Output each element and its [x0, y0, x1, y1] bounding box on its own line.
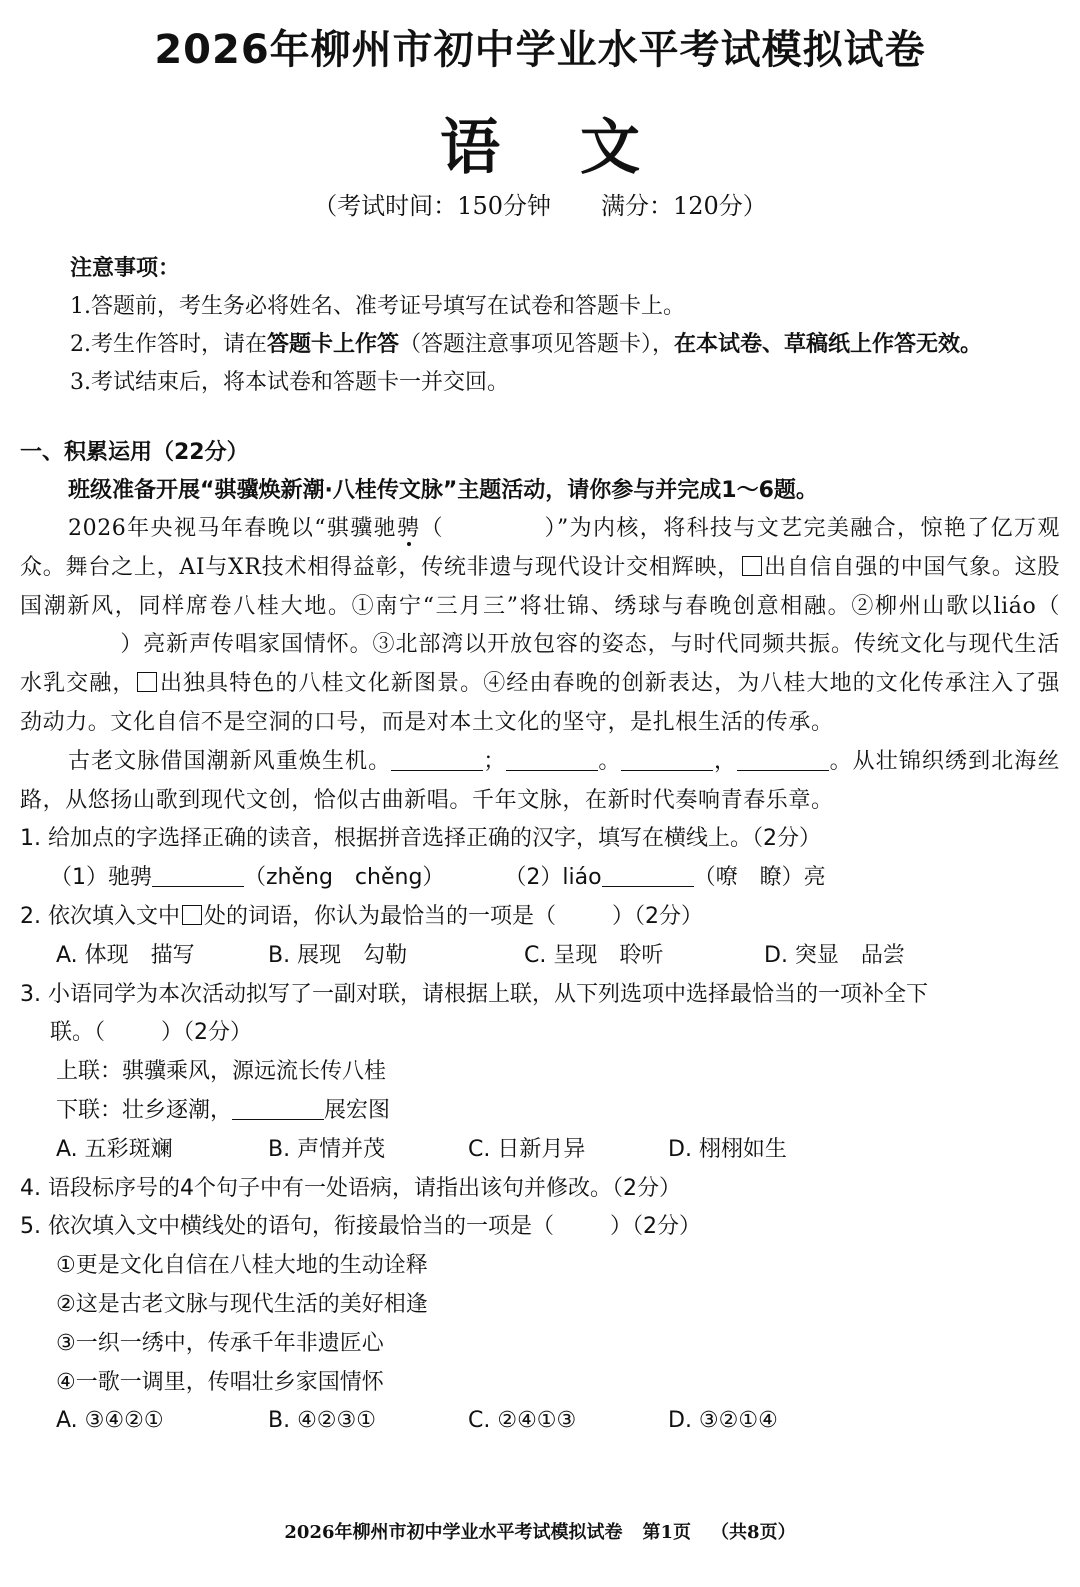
option-b[interactable]: B. 声情并茂 — [268, 1136, 386, 1162]
answer-line[interactable] — [621, 750, 713, 771]
notice-item-2 — [70, 326, 1060, 364]
exam-time: （考试时间：150分钟 — [313, 192, 551, 220]
option-a[interactable]: A. 体现 描写 — [56, 942, 195, 968]
fill-box[interactable] — [137, 672, 157, 692]
option-d[interactable]: D. 栩栩如生 — [668, 1136, 787, 1162]
fill-box[interactable] — [742, 556, 762, 576]
couplet-lower-text: 下联：壮乡逐潮， — [56, 1097, 233, 1123]
passage-text: ）亮新声传唱家国情怀。③北部湾以开放包容的姿态，与时代同频共振。传统文化与现代生活水乳交融， — [20, 632, 1060, 697]
footer-total-pages: （共8页） — [711, 1522, 796, 1543]
passage-text: 2026年央视马年春晚以“骐骥驰 — [68, 516, 398, 541]
question-3-cont — [20, 1014, 1060, 1053]
q3-text: 联。（ — [50, 1020, 106, 1046]
question-4: 4. 语段标序号的4个句子中有一处语病，请指出该句并修改。（2分） — [20, 1175, 681, 1201]
footer-page-number: 第1页 — [642, 1522, 692, 1543]
q5-item-4: ④一歌一调里，传唱壮乡家国情怀 — [56, 1369, 384, 1395]
q2-text: 2. 依次填入文中 — [20, 903, 180, 929]
q5-item-2: ②这是古老文脉与现代生活的美好相逢 — [56, 1291, 428, 1317]
footer-title: 2026年柳州市初中学业水平考试模拟试卷 — [284, 1522, 623, 1543]
q2-score: ）（2分） — [612, 903, 703, 929]
passage-text: 出独具特色的八桂文化新图景。④经由春晚的创新表达，为八桂大地的文化传承注入了强劲动力。文化自信不是空洞的口号，而是对本土文化的坚守，是扎根生活的传承。 — [20, 671, 1060, 735]
full-score: 满分：120分） — [601, 192, 767, 220]
punct: ； — [483, 748, 506, 774]
notice-item-3: 3.考试结束后，将本试卷和答题卡一并交回。 — [70, 370, 509, 395]
q5-score: ）（2分） — [610, 1214, 701, 1240]
answer-line[interactable] — [506, 750, 598, 771]
paren-open: （ — [420, 516, 444, 541]
question-3: 3. 小语同学为本次活动拟写了一副对联，请根据上联，从下列选项中选择最恰当的一项补全下 — [20, 981, 928, 1007]
punct: ， — [713, 748, 738, 774]
question-list — [20, 820, 1060, 1441]
couplet-lower-end: 展宏图 — [324, 1097, 391, 1123]
option-d[interactable]: D. 突显 品尝 — [764, 942, 905, 968]
option-c[interactable]: C. ②④①③ — [468, 1408, 577, 1434]
question-5-options — [20, 1402, 1060, 1441]
notice-item-1: 1.答题前，考生务必将姓名、准考证号填写在试卷和答题卡上。 — [70, 294, 685, 319]
question-5 — [20, 1208, 1060, 1247]
q1-part-1: （1）驰骋 — [50, 865, 152, 891]
answer-line[interactable] — [391, 750, 483, 771]
q5-text: 5. 依次填入文中横线处的语句，衔接最恰当的一项是（ — [20, 1214, 554, 1240]
couplet-lower — [20, 1092, 1060, 1131]
q5-item-1: ①更是文化自信在八桂大地的生动诠释 — [56, 1253, 428, 1279]
answer-line[interactable] — [737, 750, 829, 771]
q1-part-1-options: （zhěng chěng） — [244, 865, 445, 891]
notice-item-2-text: 2.考生作答时，请在 — [70, 332, 267, 357]
option-d[interactable]: D. ③②①④ — [668, 1408, 778, 1434]
passage-text: ）”为内核，将科技与文艺完美融合，惊艳了亿万观众。舞台之上，AI与XR技术相得益彰，传统非遗与现代设计交相辉映， — [20, 516, 1060, 580]
question-1-parts — [20, 859, 1060, 898]
notice-item-2-warning: 在本试卷、草稿纸上作答无效。 — [674, 332, 983, 357]
notice-block — [70, 250, 1060, 402]
q1-part-2: （2）liáo — [504, 865, 602, 891]
option-a[interactable]: A. 五彩斑斓 — [56, 1136, 173, 1162]
passage-text: 出自信自强的中国气象。这股国潮新风，同样席卷八桂大地。①南宁“三月三”将壮锦、绣球与春晚创意相融。②柳州山歌以liáo（ — [20, 554, 1060, 619]
answer-line[interactable] — [152, 866, 244, 887]
option-c[interactable]: C. 日新月异 — [468, 1136, 586, 1162]
q5-item-3: ③一织一绣中，传承千年非遗匠心 — [56, 1330, 384, 1356]
punct: 。 — [597, 748, 622, 774]
option-c[interactable]: C. 呈现 聆听 — [524, 942, 664, 968]
exam-title: 2026年柳州市初中学业水平考试模拟试卷 — [154, 27, 926, 73]
q1-part-2-options: （嘹 瞭）亮 — [693, 865, 826, 891]
option-b[interactable]: B. 展现 勾勒 — [268, 942, 408, 968]
notice-item-2-bold: 答题卡上作答 — [267, 332, 400, 357]
passage-paragraph-2 — [20, 743, 1060, 821]
passage-text: 古老文脉借国潮新风重焕生机。 — [68, 748, 392, 774]
question-1: 1. 给加点的字选择正确的读音，根据拼音选择正确的汉字，填写在横线上。（2分） — [20, 826, 821, 852]
answer-line[interactable] — [232, 1099, 324, 1120]
passage-text: 。从壮锦织绣到北海丝路，从悠扬山歌到现代文创，恰似古曲新唱。千年文脉，在新时代奏响青春乐章。 — [20, 748, 1060, 813]
option-b[interactable]: B. ④②③① — [268, 1408, 376, 1434]
notice-item-2-note: （答题注意事项见答题卡）， — [399, 332, 675, 357]
question-3-options — [20, 1131, 1060, 1170]
couplet-upper: 上联：骐骥乘风，源远流长传八桂 — [56, 1059, 387, 1085]
q2-text: 处的词语，你认为最恰当的一项是（ — [203, 903, 556, 929]
subject-title: 语文 — [440, 113, 720, 183]
question-2-options — [20, 937, 1060, 976]
q3-score: ）（2分） — [161, 1020, 253, 1046]
activity-intro: 班级准备开展“骐骥焕新潮·八桂传文脉”主题活动，请你参与并完成1～6题。 — [68, 478, 818, 503]
dotted-character: 骋 — [397, 516, 421, 541]
option-a[interactable]: A. ③④②① — [56, 1408, 164, 1434]
section-accumulation — [20, 434, 1060, 1441]
exam-meta — [0, 186, 1080, 221]
notice-heading: 注意事项： — [70, 256, 181, 281]
answer-line[interactable] — [602, 866, 694, 887]
passage-paragraph-1 — [20, 510, 1060, 743]
fill-box-icon — [182, 905, 202, 925]
question-2 — [20, 898, 1060, 937]
page-footer — [0, 1518, 1080, 1544]
section-heading: 一、积累运用（22分） — [20, 440, 249, 465]
